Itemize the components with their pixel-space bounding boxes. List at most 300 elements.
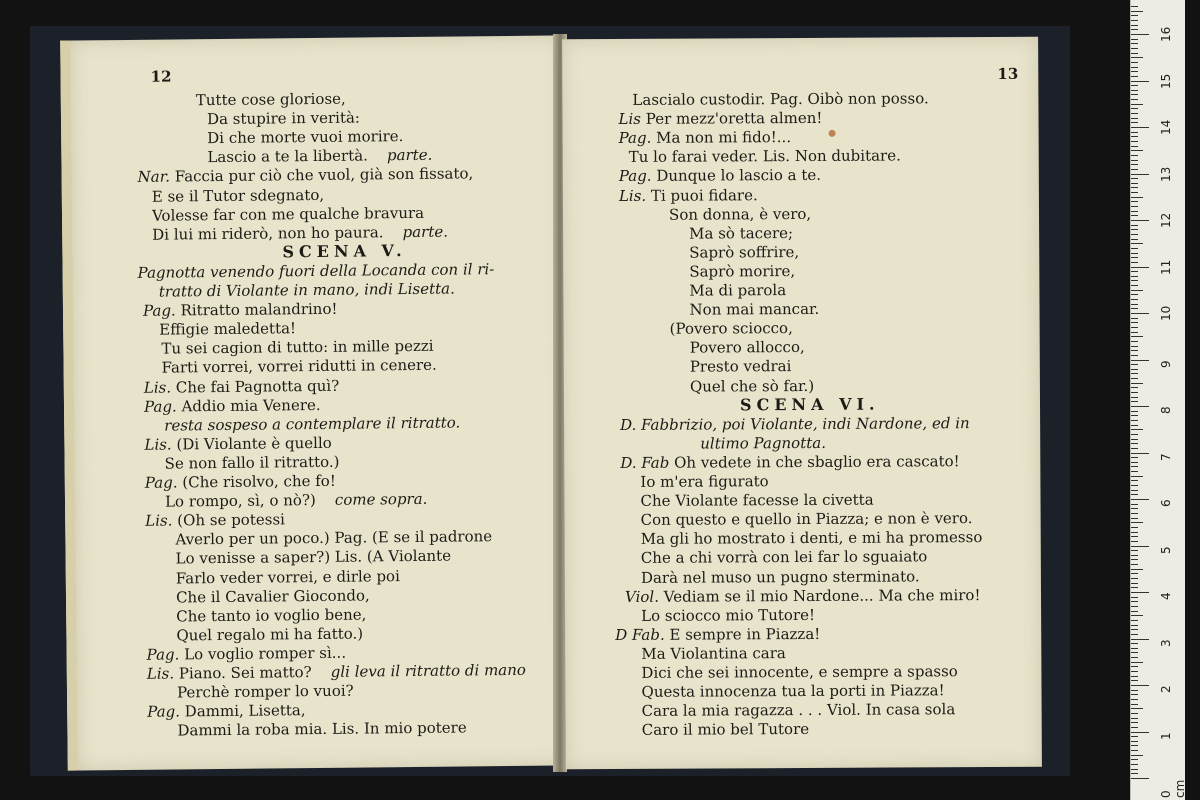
text-line <box>689 281 786 300</box>
ruler-tick <box>1131 169 1138 170</box>
verse-text: Non mai mancar. <box>689 300 820 319</box>
text-line <box>138 260 495 282</box>
verse-text: Perchè romper lo vuoi? <box>176 681 354 702</box>
verse-text: Cara la mia ragazza . . . Viol. In casa sola <box>641 700 956 721</box>
verse-text: Quel regalo mi ha fatto.) <box>176 624 364 645</box>
speaker-label: D Fab. <box>615 625 665 644</box>
text-line <box>689 224 793 243</box>
verse-text: (Di Violante è quello <box>176 433 332 454</box>
ruler-tick <box>1131 578 1138 579</box>
speaker-label: Pag. <box>142 301 176 320</box>
ruler-tick <box>1131 755 1143 756</box>
ruler-tick <box>1131 104 1143 105</box>
text-line <box>641 644 786 663</box>
ruler-tick <box>1131 225 1138 226</box>
ruler-tick <box>1131 415 1138 416</box>
text-line <box>159 319 296 338</box>
ruler-tick <box>1131 6 1138 7</box>
ruler-number: 14 <box>1159 119 1173 135</box>
right-page-text <box>562 37 1042 769</box>
ruler-tick <box>1131 127 1149 128</box>
verse-text: tratto di Violante in mano, indi Lisetta. <box>158 279 455 301</box>
text-line <box>619 166 821 185</box>
verse-text: Quel che sò far.) <box>689 376 815 396</box>
verse-text: Dici che sei innocente, e sempre a spasso <box>641 662 958 682</box>
ruler-tick <box>1131 587 1138 588</box>
verse-text: Lo rompo, sì, o nò?) <box>164 491 316 511</box>
text-line <box>177 682 354 702</box>
ruler-tick <box>1131 722 1138 723</box>
verse-text: Che a chi vorrà con lei far lo sguaiato <box>640 547 928 568</box>
verse-text: Saprò morire, <box>689 261 796 281</box>
ruler-number: 1 <box>1159 731 1173 740</box>
verse-text: Dunque lo lascio a te. <box>656 166 822 186</box>
ruler-tick <box>1131 280 1138 281</box>
verse-text: Oh vedete in che sbaglio era cascato! <box>674 452 960 472</box>
ruler-tick <box>1131 146 1138 147</box>
ruler-tick <box>1131 429 1143 430</box>
verse-text: Addio mia Venere. <box>181 395 321 415</box>
ruler-tick <box>1131 392 1138 393</box>
speaker-label: Pag. <box>144 473 178 492</box>
text-line <box>689 243 799 262</box>
verse-text: Presto vedrai <box>689 357 792 376</box>
verse-text: Di che morte vuoi morire. <box>207 127 404 148</box>
ruler-tick <box>1131 546 1149 547</box>
text-line <box>641 662 957 682</box>
ruler-tick <box>1131 513 1138 514</box>
ruler-tick <box>1131 750 1138 751</box>
ruler-tick <box>1131 132 1138 133</box>
text-line <box>641 606 815 625</box>
text-line <box>177 719 466 740</box>
ruler-number: 10 <box>1159 305 1173 321</box>
ruler-tick <box>1131 564 1138 565</box>
text-line <box>176 605 366 625</box>
text-line <box>144 434 332 454</box>
verse-text: Farti vorrei, vorrei ridutti in cenere. <box>161 356 437 377</box>
text-line <box>207 109 360 129</box>
speaker-label: Pag. <box>618 167 652 186</box>
verse-text: Per mezz'oretta almen! <box>645 108 823 128</box>
ruler-tick <box>1131 290 1143 291</box>
verse-text: Ma non mi fido!... <box>656 128 792 147</box>
verse-text: Povero allocco, <box>689 338 805 357</box>
speaker-label: Pag. <box>143 397 177 416</box>
verse-text: Da stupire in verità: <box>206 108 361 129</box>
ruler-tick <box>1131 94 1138 95</box>
verse-text: Vediam se il mio Nardone... Ma che miro! <box>663 585 981 606</box>
verse-text: Lascio a te la libertà. <box>207 146 368 167</box>
speaker-label: Lis. <box>143 378 172 397</box>
ruler-number: 11 <box>1159 259 1173 275</box>
verse-text: Saprò soffrire, <box>689 242 800 262</box>
stage-direction: parte. <box>402 222 449 241</box>
ruler-tick <box>1131 318 1138 319</box>
verse-text: Se non fallo il ritratto.) <box>164 452 340 473</box>
text-line <box>138 165 474 187</box>
verse-text: Ma di parola <box>689 281 787 300</box>
ruler-tick <box>1131 499 1149 500</box>
ruler-tick <box>1131 53 1138 54</box>
text-line <box>176 624 363 644</box>
ruler-tick <box>1131 555 1138 556</box>
ruler-number: 7 <box>1159 452 1173 461</box>
text-line <box>145 511 285 530</box>
verse-text: Darà nel muso un pugno sterminato. <box>640 566 920 587</box>
verse-text: Lo venisse a saper?) Lis. (A Violante <box>175 546 452 568</box>
verse-text: Lo sciocco mio Tutore! <box>641 605 816 625</box>
ruler-tick <box>1131 443 1138 444</box>
ruler-tick <box>1131 406 1149 407</box>
ruler-tick <box>1131 113 1138 114</box>
ruler-tick <box>1131 43 1138 44</box>
text-line <box>629 147 901 166</box>
verse-text: Tutte cose gloriose, <box>195 89 346 110</box>
ruler-tick <box>1131 11 1143 12</box>
ruler-number: 5 <box>1159 545 1173 554</box>
ruler-tick <box>1131 453 1149 454</box>
ruler-tick <box>1131 229 1138 230</box>
ruler-tick <box>1131 536 1138 537</box>
text-line <box>632 89 928 109</box>
text-line <box>615 625 820 644</box>
ruler-tick <box>1131 341 1138 342</box>
verse-text: Lo voglio romper sì... <box>184 643 347 664</box>
stage-direction: gli leva il ritratto di mano <box>330 660 526 681</box>
verse-text: E se il Tutor sdegnato, <box>151 185 325 206</box>
ruler-tick <box>1131 308 1138 309</box>
verse-text: Ritratto malandrino! <box>180 299 338 320</box>
text-line <box>619 186 758 205</box>
text-line <box>642 720 809 739</box>
ruler-number: 12 <box>1159 212 1173 228</box>
ruler-tick <box>1131 150 1143 151</box>
ruler-tick <box>1131 732 1149 733</box>
ruler-tick <box>1131 425 1138 426</box>
ruler-tick <box>1131 778 1149 779</box>
speaker-label: Lis. <box>145 511 173 530</box>
ruler-tick <box>1131 276 1138 277</box>
text-line <box>147 701 306 721</box>
verse-text: Piano. Sei matto? <box>178 663 312 683</box>
left-page <box>60 35 570 770</box>
verse-text: Io m'era figurato <box>640 472 769 491</box>
text-line <box>164 413 460 434</box>
ruler-tick <box>1131 745 1138 746</box>
ruler-tick <box>1131 299 1138 300</box>
text-line <box>700 434 826 453</box>
text-line <box>176 567 400 587</box>
ruler-tick <box>1131 532 1138 533</box>
verse-text: Ma sò tacere; <box>689 223 794 243</box>
ruler-tick <box>1131 401 1138 402</box>
text-line <box>176 547 452 568</box>
ruler-tick <box>1131 57 1143 58</box>
text-line <box>159 280 455 301</box>
verse-text: SCENA VI. <box>739 394 880 414</box>
text-line <box>690 338 805 357</box>
verse-text: resta sospeso a contemplare il ritratto. <box>164 413 461 435</box>
ruler-tick <box>1131 211 1138 212</box>
ruler-tick <box>1131 34 1149 35</box>
right-page-number: 13 <box>997 64 1019 83</box>
ruler-tick <box>1131 690 1138 691</box>
ruler-tick <box>1131 615 1143 616</box>
ruler-tick <box>1131 387 1138 388</box>
verse-text: D. Fabbrizio, poi Violante, indi Nardone, ed in <box>620 413 970 434</box>
ruler-tick <box>1131 122 1138 123</box>
ruler-tick <box>1131 666 1138 667</box>
ruler-tick <box>1131 378 1138 379</box>
ruler-tick <box>1131 471 1138 472</box>
ruler-tick <box>1131 118 1138 119</box>
text-line <box>642 700 956 720</box>
verse-text: Dammi la roba mia. Lis. In mio potere <box>177 718 467 740</box>
text-line <box>175 527 492 548</box>
ruler-tick <box>1131 741 1138 742</box>
text-line <box>618 109 822 128</box>
text-line <box>145 472 336 492</box>
text-line <box>196 90 346 110</box>
text-line <box>625 586 981 606</box>
ruler-tick <box>1131 699 1138 700</box>
text-line <box>690 357 792 376</box>
ruler-tick <box>1131 178 1138 179</box>
ruler-tick <box>1131 39 1138 40</box>
ruler-tick <box>1131 383 1143 384</box>
ruler-tick <box>1131 439 1138 440</box>
ruler-tick <box>1131 718 1138 719</box>
verse-text: Ma Violantina cara <box>641 643 786 663</box>
ruler-tick <box>1131 155 1138 156</box>
speaker-label: Lis. <box>144 435 172 454</box>
text-line <box>641 509 973 529</box>
speaker-label: Pag. <box>618 128 652 148</box>
ruler-tick <box>1131 192 1138 193</box>
ruler-tick <box>1131 694 1138 695</box>
ruler-tick <box>1131 234 1138 235</box>
ruler-tick <box>1131 466 1138 467</box>
ruler-tick <box>1131 662 1143 663</box>
ruler-tick <box>1131 81 1149 82</box>
verse-text: Tu lo farai veder. Lis. Non dubitare. <box>628 146 901 167</box>
verse-text: ultimo Pagnotta. <box>700 433 826 453</box>
ruler-tick <box>1131 685 1149 686</box>
ruler-number: 8 <box>1159 406 1173 414</box>
ruler-unit-label: 0 cm <box>1159 779 1187 798</box>
ruler-tick <box>1131 420 1138 421</box>
measuring-ruler <box>1130 0 1185 800</box>
speaker-label: Lis. <box>618 186 647 205</box>
text-line <box>282 242 406 261</box>
verse-text: SCENA V. <box>282 240 407 262</box>
verse-text: Caro il mio bel Tutore <box>641 720 810 740</box>
verse-text: Faccia pur ciò che vuol, già son fissato, <box>174 164 474 186</box>
ruler-tick <box>1131 350 1138 351</box>
text-line <box>690 376 814 395</box>
verse-text: (Che risolvo, che fo! <box>182 471 336 492</box>
ruler-tick <box>1131 248 1138 249</box>
left-page-number: 12 <box>150 67 172 86</box>
ruler-tick <box>1131 397 1138 398</box>
verse-text: Lascialo custodir. Pag. Oibò non posso. <box>632 89 929 109</box>
verse-text: Pagnotta venendo fuori della Locanda con il ri- <box>137 260 495 282</box>
ruler-number: 4 <box>1159 592 1173 600</box>
ruler-tick <box>1131 220 1149 221</box>
ruler-tick <box>1131 336 1143 337</box>
ruler-tick <box>1131 71 1138 72</box>
text-line <box>147 644 347 664</box>
ruler-tick <box>1131 592 1149 593</box>
ruler-tick <box>1131 494 1138 495</box>
text-line <box>161 337 433 358</box>
ruler-tick <box>1131 643 1138 644</box>
ruler-tick <box>1131 476 1143 477</box>
text-line <box>165 490 428 511</box>
ruler-tick <box>1131 583 1138 584</box>
verse-text: Farlo veder vorrei, e dirle poi <box>175 566 400 587</box>
text-line <box>640 491 873 510</box>
ruler-tick <box>1131 206 1138 207</box>
ruler-tick <box>1131 20 1138 21</box>
verse-text: Averlo per un poco.) Pag. (E se il padrone <box>175 527 493 549</box>
speaker-label: Lis. <box>146 664 175 683</box>
text-line <box>620 452 959 472</box>
ruler-tick <box>1131 67 1138 68</box>
ruler-tick <box>1131 448 1138 449</box>
ruler-tick <box>1131 508 1138 509</box>
text-line <box>641 681 944 701</box>
ruler-tick <box>1131 294 1138 295</box>
ruler-tick <box>1131 364 1138 365</box>
ruler-tick <box>1131 346 1138 347</box>
text-line <box>641 548 928 567</box>
ruler-tick <box>1131 541 1138 542</box>
speaker-label: Lis <box>618 109 642 129</box>
ruler-tick <box>1131 373 1138 374</box>
ruler-tick <box>1131 85 1138 86</box>
ruler-number: 15 <box>1159 73 1173 89</box>
ruler-tick <box>1131 713 1138 714</box>
ruler-tick <box>1131 680 1138 681</box>
ruler-tick <box>1131 759 1138 760</box>
ruler-tick <box>1131 187 1138 188</box>
ruler-number: 2 <box>1159 685 1173 693</box>
ruler-tick <box>1131 253 1138 254</box>
text-line <box>147 661 526 683</box>
text-line <box>670 319 793 338</box>
ruler-tick <box>1131 434 1138 435</box>
ruler-tick <box>1131 620 1138 621</box>
ruler-tick <box>1131 332 1138 333</box>
ruler-tick <box>1131 611 1138 612</box>
ruler-tick <box>1131 504 1138 505</box>
ruler-tick <box>1131 527 1138 528</box>
verse-text: (Oh se potessi <box>177 510 285 530</box>
text-line <box>689 262 795 281</box>
ruler-tick <box>1131 676 1138 677</box>
text-line <box>689 300 819 319</box>
ruler-tick <box>1131 313 1149 314</box>
verse-text: E sempre in Piazza! <box>669 624 821 644</box>
ruler-tick <box>1131 355 1138 356</box>
ruler-number: 6 <box>1159 499 1173 507</box>
ruler-tick <box>1131 99 1138 100</box>
text-line <box>619 128 792 147</box>
ruler-tick <box>1131 183 1138 184</box>
ruler-tick <box>1131 262 1138 263</box>
text-line <box>207 127 403 147</box>
ruler-tick <box>1131 671 1138 672</box>
ruler-tick <box>1131 573 1138 574</box>
text-line <box>152 203 424 224</box>
speaker-label: D. Fab <box>620 453 670 472</box>
ruler-tick <box>1131 657 1138 658</box>
ruler-tick <box>1131 160 1138 161</box>
ruler-tick <box>1131 639 1149 640</box>
text-line <box>152 185 324 205</box>
ruler-tick <box>1131 201 1138 202</box>
ruler-tick <box>1131 197 1143 198</box>
ruler-tick <box>1131 90 1138 91</box>
right-page <box>562 37 1042 769</box>
verse-text: Che Violante facesse la civetta <box>640 490 874 510</box>
verse-text: (Povero sciocco, <box>669 319 793 338</box>
verse-text: Che il Cavalier Giocondo, <box>175 586 370 607</box>
ruler-tick <box>1131 62 1138 63</box>
ruler-tick <box>1131 267 1149 268</box>
ruler-tick <box>1131 136 1138 137</box>
ruler-tick <box>1131 215 1138 216</box>
ruler-tick <box>1131 648 1138 649</box>
speaker-label: Pag. <box>147 702 181 721</box>
ruler-tick <box>1131 243 1143 244</box>
ruler-tick <box>1131 727 1138 728</box>
ruler-tick <box>1131 522 1143 523</box>
speaker-label: Viol. <box>624 587 660 606</box>
ruler-tick <box>1131 271 1138 272</box>
text-line <box>641 567 920 586</box>
verse-text: Questa innocenza tua la porti in Piazza! <box>641 681 945 701</box>
text-line <box>640 472 768 491</box>
ruler-tick <box>1131 704 1138 705</box>
ruler-tick <box>1131 569 1143 570</box>
ruler-tick <box>1131 285 1138 286</box>
text-line <box>144 376 340 396</box>
ruler-tick <box>1131 773 1138 774</box>
ruler-tick <box>1131 164 1138 165</box>
ruler-tick <box>1131 141 1138 142</box>
ruler-number: 13 <box>1159 166 1173 182</box>
ruler-tick <box>1131 480 1138 481</box>
ruler-tick <box>1131 29 1138 30</box>
stage-direction: come sopra. <box>334 489 428 509</box>
verse-text: Dammi, Lisetta, <box>184 701 306 721</box>
verse-text: Volesse far con me qualche bravura <box>151 203 425 225</box>
ruler-tick <box>1131 485 1138 486</box>
ruler-tick <box>1131 708 1143 709</box>
ruler-tick <box>1131 411 1138 412</box>
ruler-tick <box>1131 559 1138 560</box>
ruler-tick <box>1131 48 1138 49</box>
ruler-number: 16 <box>1159 26 1173 42</box>
ruler-tick <box>1131 25 1138 26</box>
text-line <box>669 205 811 224</box>
ruler-tick <box>1131 601 1138 602</box>
speaker-label: Nar. <box>137 167 171 187</box>
ruler-tick <box>1131 652 1138 653</box>
